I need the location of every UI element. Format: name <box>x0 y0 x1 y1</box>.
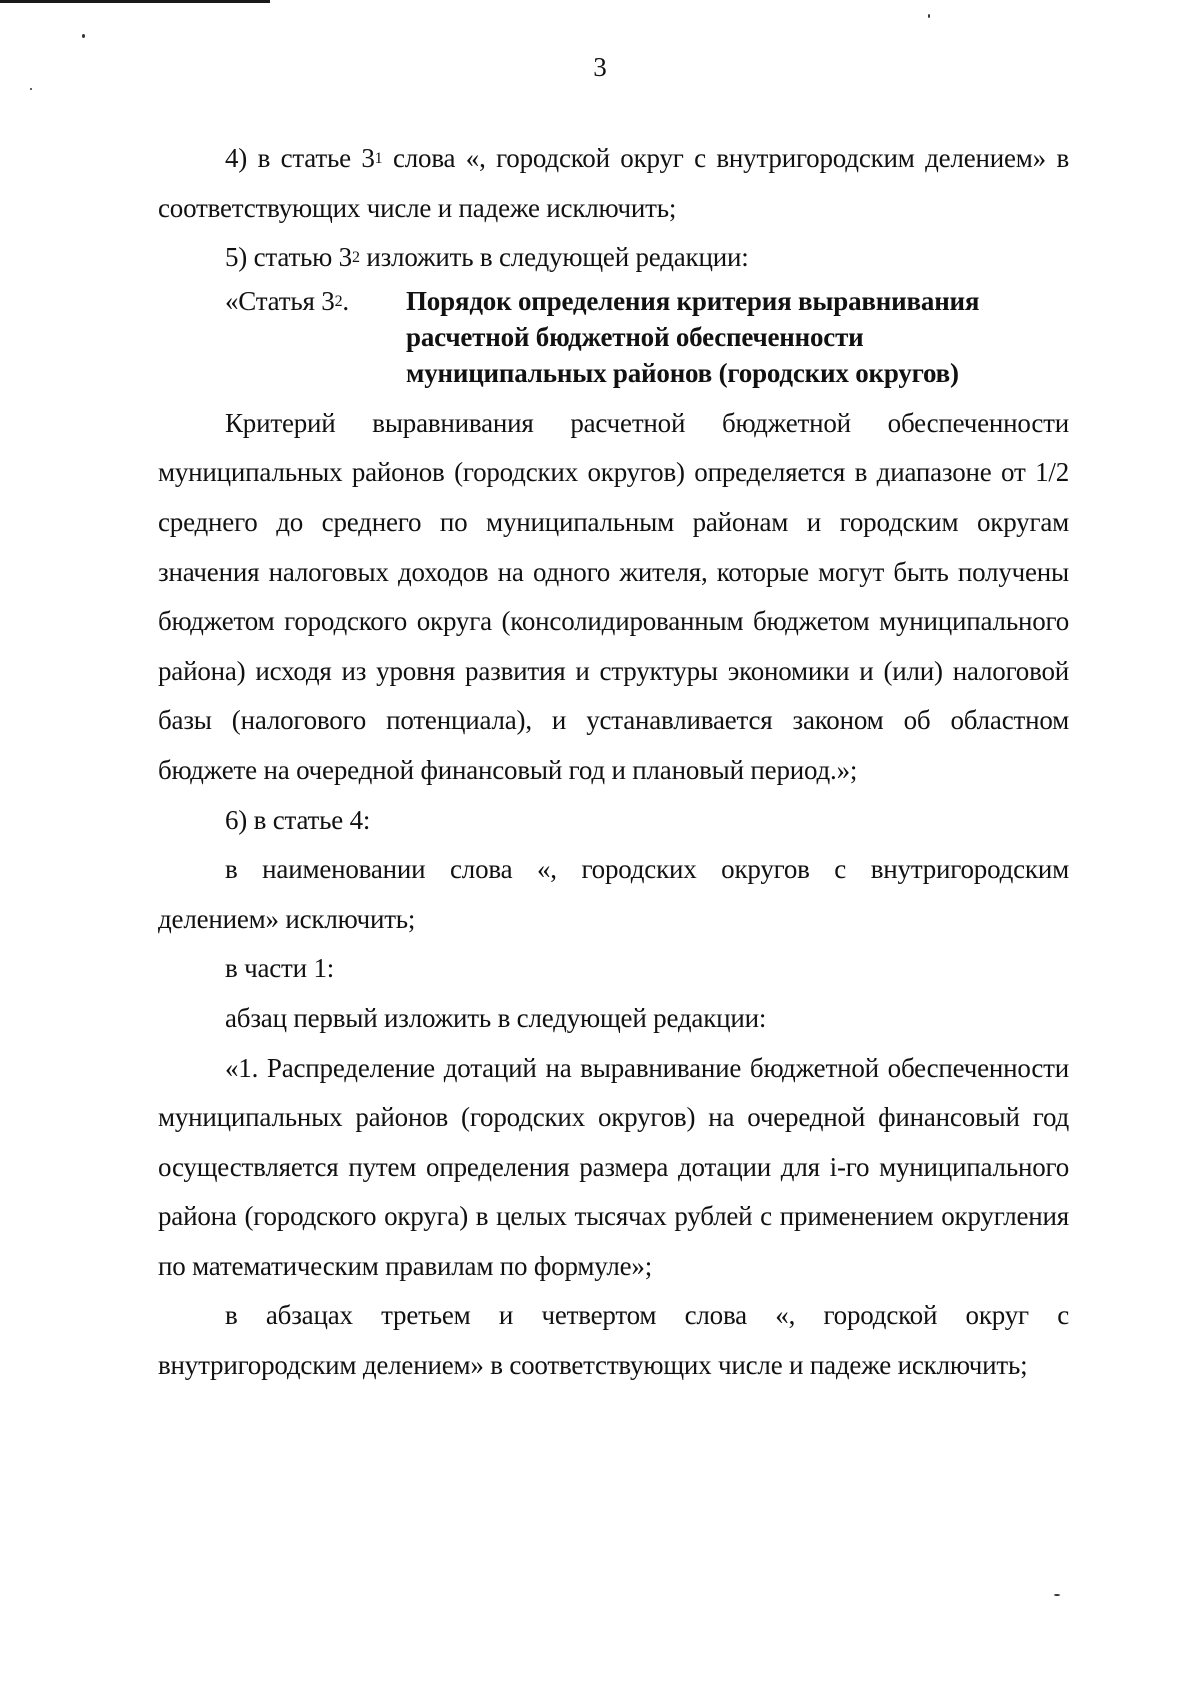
paragraph-item-6-para1-text: «1. Распределение дотаций на выравнивание бюджетной обеспеченности муниципальных районов (городских округов) на очередной финансовый год осуществляется путем определения размера дотации для i-го муниципального района (городского округа) в целых тысячах рублей с применением округления по математическим правилам по формуле»; <box>158 1052 1069 1281</box>
item-5-lead: 5) статью 3 <box>225 242 352 273</box>
scan-speck <box>82 34 85 38</box>
item-4-rest: слова «, городской округ с внутригородским делением» в соответствующих числе и падеже исключить; <box>158 143 1069 223</box>
article-label-superscript: 2 <box>334 292 343 310</box>
document-body <box>158 134 1069 1391</box>
paragraph-item-6-para1-intro: абзац первый изложить в следующей редакции: <box>225 1002 767 1033</box>
article-heading <box>158 283 1069 391</box>
scan-top-rule <box>0 0 270 3</box>
scan-speck <box>30 88 32 90</box>
paragraph-item-5 <box>158 233 1069 283</box>
item-4-lead: 4) в статье 3 <box>225 143 375 173</box>
article-title-line: Порядок определения критерия выравнивания <box>406 285 980 316</box>
article-label-lead: «Статья 3 <box>225 285 335 316</box>
paragraph-item-6: 6) в статье 4: <box>225 804 371 835</box>
article-title-line: расчетной бюджетной обеспеченности <box>406 321 864 352</box>
article-label <box>225 283 349 319</box>
paragraph-item-4 <box>158 134 1069 233</box>
paragraph-item-6-name: в наименовании слова «, городских округов с внутригородским делением» исключить; <box>158 854 1069 934</box>
scan-speck <box>1054 1594 1060 1596</box>
item-5-rest: изложить в следующей редакции: <box>359 242 749 273</box>
scan-speck <box>928 14 930 18</box>
item-4-superscript: 1 <box>374 150 383 167</box>
article-title-line: муниципальных районов (городских округов) <box>406 357 959 388</box>
page-number: 3 <box>593 52 607 82</box>
paragraph-article-body: Критерий выравнивания расчетной бюджетной обеспеченности муниципальных районов (городских округов) определяется в диапазоне от 1/2 среднего до среднего по муниципальным районам и городским округам значения налоговых доходов на одного жителя, которые могут быть получены бюджетом городского округа (консолидированным бюджетом муниципального района) исходя из уровня развития и структуры экономики и (или) налоговой базы (налогового потенциала), и устанавливается законом об областном бюджете на очередной финансовый год и плановый период.»; <box>158 407 1069 785</box>
item-5-superscript: 2 <box>351 249 360 267</box>
paragraph-item-6-part-1: в части 1: <box>225 953 335 984</box>
article-label-tail: . <box>342 285 349 316</box>
article-title <box>406 283 1066 391</box>
paragraph-item-6-para-3-4: в абзацах третьем и четвертом слова «, городской округ с внутригородским делением» в соответствующих числе и падеже исключить; <box>158 1300 1069 1381</box>
